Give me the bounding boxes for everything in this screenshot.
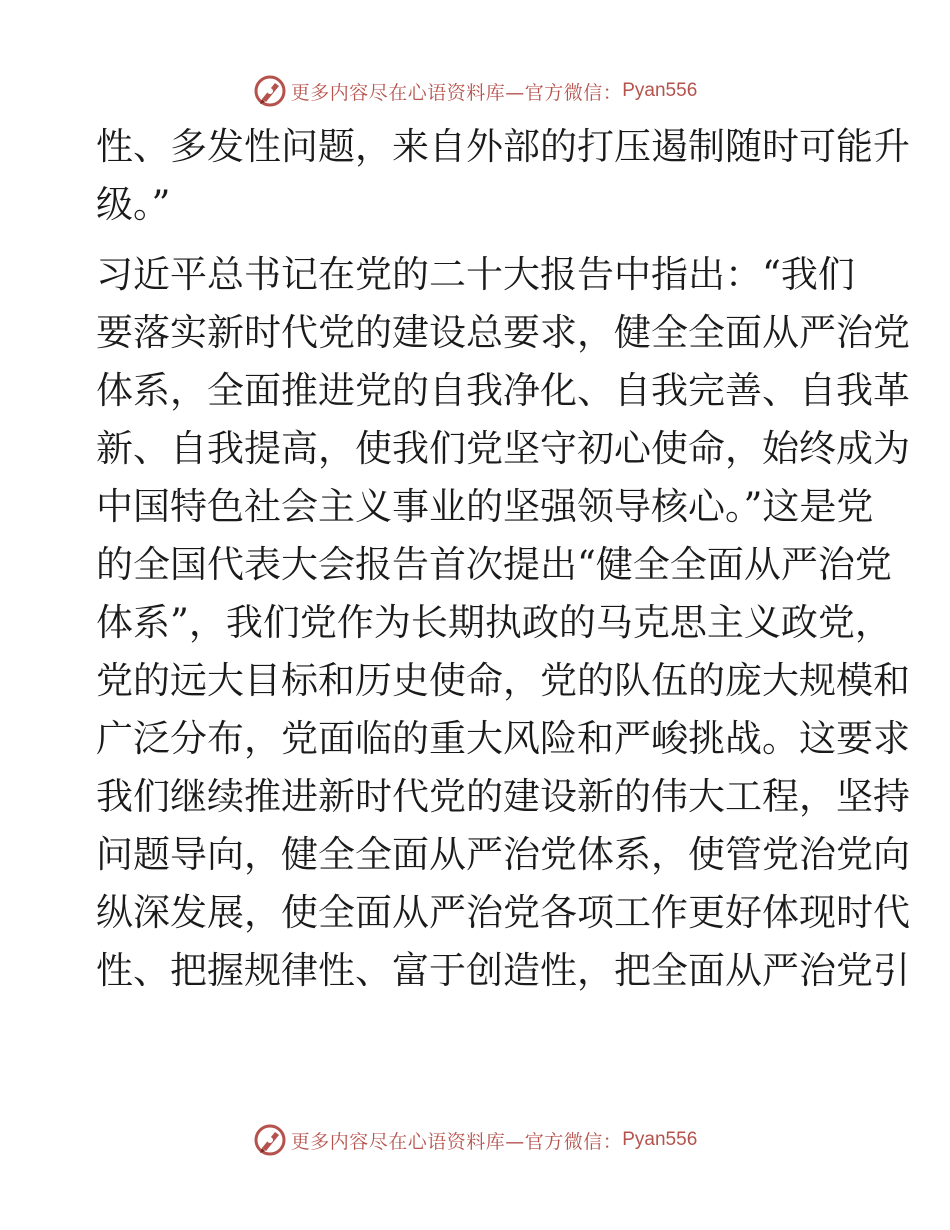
header-banner-text: 更多内容尽在心语资料库—官方微信： (290, 81, 623, 104)
paragraph-2-line-12: 纵深发展，使全面从严治党各项工作更好体现时代 (96, 891, 910, 934)
paragraph-2-line-11: 问题导向，健全全面从严治党体系，使管党治党向 (96, 833, 910, 876)
paragraph-2-line-7: 体系”，我们党作为长期执政的马克思主义政党， (96, 601, 892, 644)
document-body (96, 118, 910, 1000)
footer-banner-handle: Pyan556 (622, 1129, 698, 1150)
paragraph-1-line-2: 级。” (96, 183, 171, 226)
footer-banner (0, 1120, 950, 1160)
footer-banner-text: 更多内容尽在心语资料库—官方微信： (290, 1130, 623, 1153)
header-banner (0, 71, 950, 111)
paragraph-2-line-5: 中国特色社会主义事业的坚强领导核心。”这是党 (96, 485, 874, 528)
pen-seal-logo-icon (253, 74, 287, 108)
header-banner-handle: Pyan556 (622, 80, 698, 101)
paragraph-2-line-8: 党的远大目标和历史使命，党的队伍的庞大规模和 (96, 659, 910, 702)
paragraph-2-line-9: 广泛分布，党面临的重大风险和严峻挑战。这要求 (96, 717, 910, 760)
paragraph-2-line-2: 要落实新时代党的建设总要求，健全全面从严治党 (96, 311, 910, 354)
paragraph-2-line-1: 习近平总书记在党的二十大报告中指出：“我们 (96, 253, 855, 296)
paragraph-gap (96, 234, 866, 246)
paragraph-2-line-4: 新、自我提高，使我们党坚守初心使命，始终成为 (96, 427, 910, 470)
paragraph-1-line-1: 性、多发性问题，来自外部的打压遏制随时可能升 (96, 125, 910, 168)
pen-seal-logo-icon (253, 1123, 287, 1157)
paragraph-2-line-6: 的全国代表大会报告首次提出“健全全面从严治党 (96, 543, 892, 586)
paragraph-2-line-13: 性、把握规律性、富于创造性，把全面从严治党引 (96, 949, 910, 992)
paragraph-2-line-10: 我们继续推进新时代党的建设新的伟大工程，坚持 (96, 775, 910, 818)
paragraph-2-line-3: 体系，全面推进党的自我净化、自我完善、自我革 (96, 369, 910, 412)
